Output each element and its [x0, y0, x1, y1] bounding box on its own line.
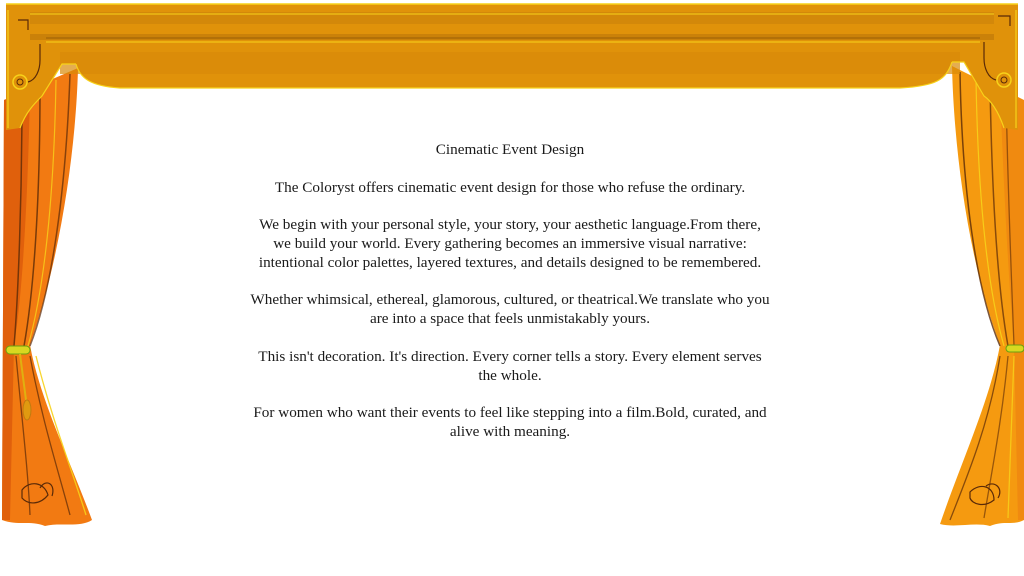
intro-paragraph: The Coloryst offers cinematic event design for those who refuse the ordinary.: [274, 178, 746, 196]
direction-paragraph: This isn't decoration. It's direction. Every corner tells a story. Every element serves the whole.: [258, 347, 762, 384]
valance-frame-icon: [6, 4, 1018, 130]
audience-paragraph: For women who want their events to feel like stepping into a film.Bold, curated, and alive with meaning.: [253, 404, 767, 441]
left-curtain-icon: [2, 68, 92, 526]
page-title: Cinematic Event Design: [435, 141, 585, 158]
right-curtain-icon: [940, 66, 1024, 526]
process-paragraph: We begin with your personal style, your story, your aesthetic language.From there, we build your world. Every gathering becomes an immersive visual narrative: intentional color palettes, layered textures, and details designed to be remembered.: [258, 216, 762, 271]
style-paragraph: Whether whimsical, ethereal, glamorous, cultured, or theatrical.We translate who you are into a space that feels unmistakably yours.: [250, 291, 770, 328]
main-content: [250, 141, 770, 461]
